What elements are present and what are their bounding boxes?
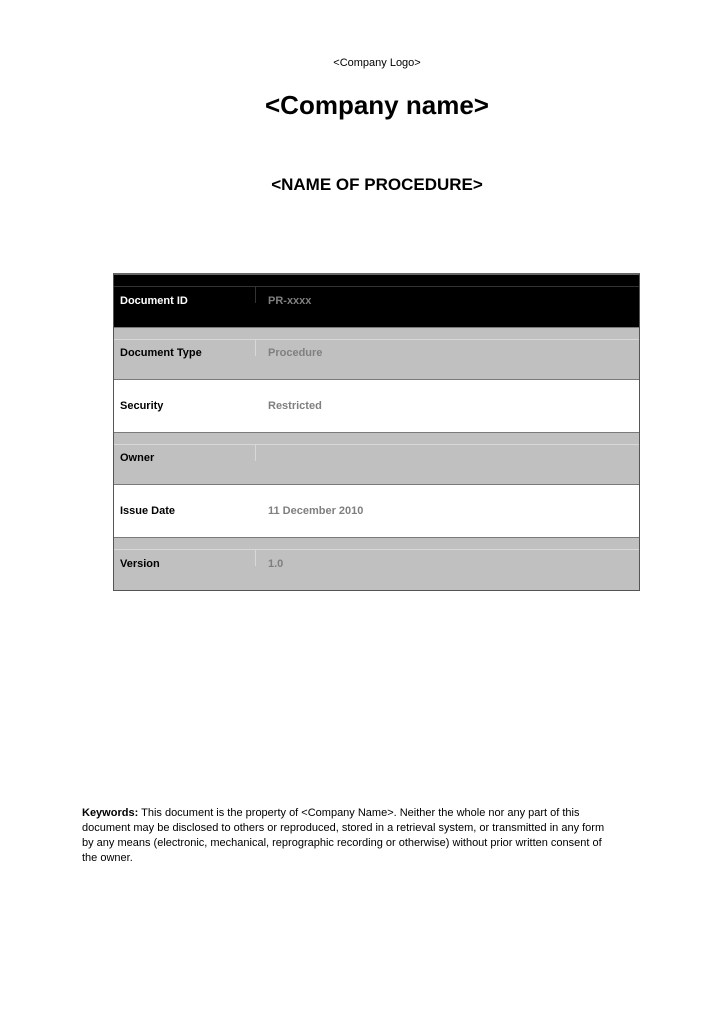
row-value: 11 December 2010 — [268, 504, 364, 517]
table-row-document-type — [114, 328, 639, 381]
table-row-document-id — [114, 275, 639, 328]
row-label: Issue Date — [120, 504, 176, 517]
procedure-name-title: <NAME OF PROCEDURE> — [271, 175, 483, 194]
table-row-owner — [114, 433, 639, 486]
row-value: Procedure — [268, 347, 323, 360]
row-value: 1.0 — [268, 557, 284, 570]
row-label: Document ID — [120, 294, 188, 307]
company-name-title: <Company name> — [265, 90, 489, 120]
table-row-issue-date — [114, 485, 639, 538]
document-info-table — [113, 273, 640, 591]
row-label: Security — [120, 399, 164, 412]
row-label: Document Type — [120, 347, 202, 360]
row-label: Owner — [120, 452, 155, 465]
keywords-label: Keywords: — [82, 807, 139, 819]
row-value: Restricted — [268, 399, 322, 412]
table-row-version — [114, 538, 639, 591]
keywords-disclaimer — [82, 806, 607, 866]
row-value: PR-xxxx — [268, 294, 312, 307]
company-logo-placeholder: <Company Logo> — [333, 57, 421, 69]
row-label: Version — [120, 557, 160, 570]
table-row-security — [114, 380, 639, 433]
keywords-text: This document is the property of <Company Name>. Neither the whole nor any part of this document may be disclosed to others or reproduced, stored in a retrieval system, or transmitted in any form by any means (electronic, mechanical, reprographic recording or otherwise) without prior written consent of the owner. — [82, 807, 605, 864]
